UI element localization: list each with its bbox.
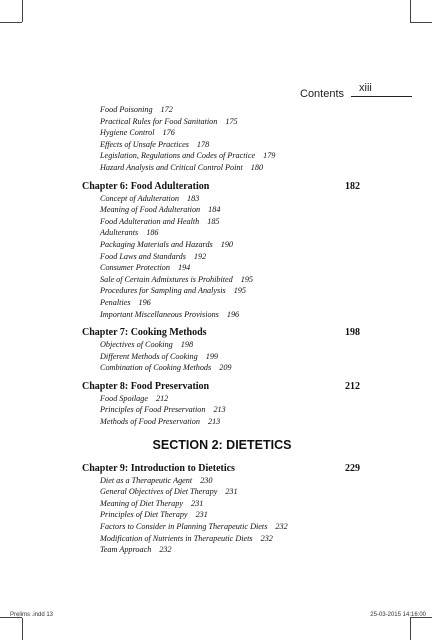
chapter-page: 182 [345, 180, 360, 192]
entry-page: 196 [226, 309, 240, 319]
toc-entry [82, 533, 362, 545]
toc-entry [82, 274, 362, 286]
entry-title: Meaning of Food Adulteration [100, 205, 201, 215]
header-rule [351, 96, 412, 97]
entry-title: Practical Rules for Food Sanitation [100, 116, 218, 126]
chapter-heading [82, 462, 360, 475]
chapter-page: 229 [345, 462, 360, 474]
crop-mark [22, 618, 23, 640]
crop-mark [410, 0, 411, 22]
toc-entry [82, 404, 362, 416]
entry-page: 183 [187, 193, 200, 203]
intro-entries [82, 104, 362, 174]
toc-entry [82, 351, 362, 363]
entry-page: 212 [155, 393, 169, 403]
chapter-heading [82, 380, 360, 393]
crop-mark [410, 22, 432, 23]
entry-page: 196 [138, 297, 151, 307]
entry-title: Combination of Cooking Methods [100, 363, 212, 373]
entry-page: 232 [260, 533, 273, 543]
entry-page: 192 [193, 251, 207, 261]
entry-title: Hazard Analysis and Critical Control Point [100, 162, 243, 172]
entry-page: 209 [219, 363, 232, 373]
chapter-heading [82, 180, 360, 193]
chapter-title: Chapter 6: Food Adulteration [82, 180, 210, 192]
toc-entry [82, 486, 362, 498]
entry-title: Hygiene Control [100, 128, 155, 138]
toc-entry [82, 227, 362, 239]
entry-page: 198 [180, 340, 194, 350]
crop-mark [22, 0, 23, 22]
entry-title: Team Approach [100, 545, 152, 555]
slug-timestamp: 25-03-2015 14:16:00 [370, 612, 426, 618]
entry-page: 185 [207, 216, 220, 226]
toc-entry [82, 521, 362, 533]
entry-title: Food Laws and Standards [100, 251, 186, 261]
toc-entry [82, 104, 362, 116]
toc-entry [82, 262, 362, 274]
toc-entry [82, 193, 362, 205]
toc-entry [82, 362, 362, 374]
entry-page: 184 [208, 205, 221, 215]
entry-page: 175 [225, 116, 238, 126]
entry-page: 180 [250, 162, 264, 172]
chapter-title: Chapter 9: Introduction to Dietetics [82, 462, 235, 474]
toc-entry [82, 416, 362, 428]
entry-title: Sale of Certain Admixtures is Prohibited [100, 274, 233, 284]
crop-mark [0, 22, 22, 23]
entry-title: Objectives of Cooking [100, 340, 173, 350]
chapter-page: 198 [345, 327, 360, 339]
crop-mark [410, 618, 411, 640]
table-of-contents [82, 104, 362, 556]
entry-title: Procedures for Sampling and Analysis [100, 286, 226, 296]
entry-page: 179 [263, 151, 276, 161]
entry-title: Principles of Food Preservation [100, 405, 206, 415]
running-header-page-number: xiii [359, 82, 372, 94]
entry-title: Concept of Adulteration [100, 193, 179, 203]
entry-page: 172 [160, 105, 173, 114]
entry-title: Effects of Unsafe Practices [100, 139, 189, 149]
entry-title: Methods of Food Preservation [100, 417, 200, 427]
toc-entry [82, 339, 362, 351]
chapter-title: Chapter 8: Food Preservation [82, 380, 210, 392]
entry-page: 231 [225, 487, 238, 497]
toc-entry [82, 150, 362, 162]
entry-title: Consumer Protection [100, 263, 170, 273]
entry-page: 213 [213, 405, 226, 415]
toc-entry [82, 393, 362, 405]
entry-title: Food Spoilage [100, 393, 148, 403]
entry-title: Food Adulteration and Health [100, 216, 200, 226]
entry-page: 178 [196, 139, 210, 149]
entry-title: Modification of Nutrients in Therapeutic Diets [100, 533, 253, 543]
toc-entry [82, 544, 362, 556]
entry-page: 231 [191, 498, 204, 508]
entry-page: 230 [200, 475, 213, 485]
entry-title: General Objectives of Diet Therapy [100, 487, 218, 497]
running-header-title: Contents [300, 88, 345, 100]
entry-page: 231 [195, 510, 208, 520]
entry-title: Adulterants [100, 228, 139, 238]
toc-entry [82, 127, 362, 139]
entry-title: Meaning of Diet Therapy [100, 498, 183, 508]
chapter-7-block [82, 326, 362, 374]
toc-entry [82, 285, 362, 297]
entry-page: 195 [240, 274, 254, 284]
toc-entry [82, 139, 362, 151]
entry-title: Factors to Consider in Planning Therapeutic Diets [100, 522, 268, 532]
chapter-title: Chapter 7: Cooking Methods [82, 327, 207, 339]
toc-entry [82, 216, 362, 228]
entry-page: 190 [220, 239, 234, 249]
toc-entry [82, 239, 362, 251]
entry-page: 195 [233, 286, 246, 296]
entry-page: 194 [177, 263, 191, 273]
toc-entry [82, 297, 362, 309]
toc-entry [82, 309, 362, 321]
toc-entry [82, 116, 362, 128]
entry-page: 232 [159, 545, 172, 555]
entry-title: Different Methods of Cooking [100, 351, 198, 361]
entry-title: Food Poisoning [100, 105, 153, 114]
slug-filename: Prelims .indd 13 [10, 612, 54, 618]
toc-entry [82, 251, 362, 263]
entry-page: 186 [146, 228, 159, 238]
entry-title: Penalties [100, 297, 131, 307]
toc-entry [82, 162, 362, 174]
chapter-8-block [82, 380, 362, 428]
chapter-6-block [82, 180, 362, 321]
toc-entry [82, 509, 362, 521]
entry-title: Legislation, Regulations and Codes of Practice [100, 151, 256, 161]
chapter-heading [82, 326, 360, 339]
toc-entry [82, 475, 362, 487]
entry-title: Principles of Diet Therapy [100, 510, 188, 520]
entry-page: 176 [162, 128, 175, 138]
toc-entry [82, 498, 362, 510]
entry-page: 199 [205, 351, 218, 361]
chapter-page: 212 [345, 380, 360, 392]
entry-page: 213 [207, 417, 221, 427]
entry-page: 232 [275, 522, 288, 532]
section-heading: SECTION 2: DIETETICS [152, 437, 292, 452]
toc-entry [82, 204, 362, 216]
entry-title: Packaging Materials and Hazards [100, 239, 213, 249]
entry-title: Diet as a Therapeutic Agent [100, 475, 193, 485]
entry-title: Important Miscellaneous Provisions [100, 309, 219, 319]
chapter-9-block [82, 462, 362, 556]
